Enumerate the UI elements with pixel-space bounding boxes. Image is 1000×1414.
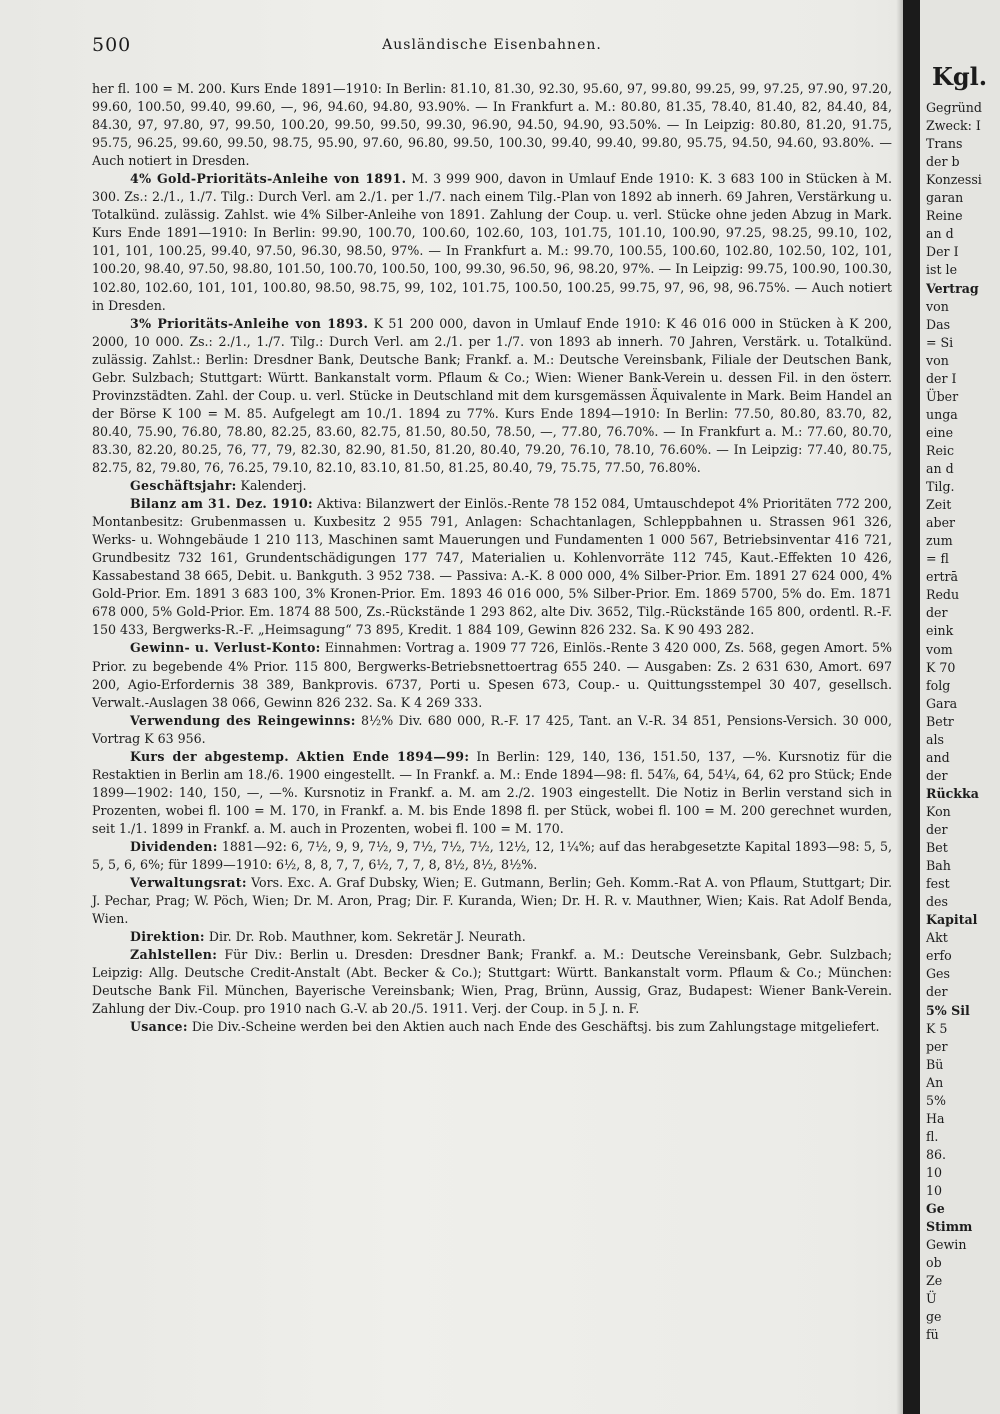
adjacent-page-fragment: ge bbox=[926, 1309, 942, 1325]
adjacent-page-fragment: K 5 bbox=[926, 1020, 948, 1036]
paragraph-heading: Dividenden: bbox=[130, 838, 218, 854]
adjacent-page-fragment: Ü bbox=[926, 1291, 937, 1307]
paragraph-heading: Zahlstellen: bbox=[130, 947, 218, 963]
paragraph-heading: Direktion: bbox=[130, 929, 205, 945]
adjacent-page-fragment: der bbox=[926, 605, 948, 621]
adjacent-page-fragment: vom bbox=[926, 641, 953, 657]
adjacent-page-fragment: Gara bbox=[926, 695, 958, 711]
page-header bbox=[92, 34, 892, 64]
adjacent-page-fragment: Akt bbox=[926, 930, 948, 946]
paragraph-text: Aktiva: Bilanzwert der Einlös.-Rente 78 152 084, Umtauschdepot 4% Prioritäten 772 200, Montanbesitz: Grubenmassen u. Kuxbesitz 2 955 791, Anlagen: Schachtanlagen, Schleppbahnen u. Strassen 961 326, Werks- u. Wohngebäude 1 210 113, Maschinen samt Mauerungen und Fundamenten 1 000 567, Betriebsinventar 416 721, Grundbesitz 732 161, Grundentschädigungen 177 747, Materialien u. Kohlenvorräte 112 745, Kaut.-Effekten 10 426, Kassabestand 38 665, Debit. u. Bankguth. 3 952 738. — Passiva: A.-K. 8 000 000, 4% Silber-Prior. Em. 1891 27 624 000, 4% Gold-Prior. Em. 1891 3 683 100, 3% Kronen-Prior. Em. 1893 46 016 000, 5% Silber-Prior. Em. 1869 5700, 5% do. Em. 1871 678 000, 5% Gold-Prior. Em. 1874 88 500, Zs.-Rückstände 1 293 862, alte Div. 3652, Tilg.-Rückstände 165 800, ordentl. R.-F. 150 433, Bergwerks-R.-F. „Heimsagung“ 73 895, Kredit. 1 884 109, Gewinn 826 232. Sa. K 90 493 282. bbox=[92, 496, 892, 638]
paragraph-text: Einnahmen: Vortrag a. 1909 77 726, Einlös.-Rente 3 420 000, Zs. 568, gegen Amort. 5% Prior. zu begebende 4% Prior. 115 800, Bergwerks-Betriebsnettoertrag 655 240. — Ausgaben: Zs. 2 631 630, Amort. 697 200, Agio-Erfordernis 38 389, Bankprovis. 6737, Porti u. Spesen 673, Coup.- u. Quittungsstempel 30 407, gesellsch. Verwalt.-Auslagen 38 066, Gewinn 826 232. Sa. K 4 269 333. bbox=[92, 640, 893, 710]
paragraph-p11 bbox=[92, 928, 892, 946]
adjacent-page-fragment: der bbox=[926, 984, 948, 1000]
paragraph-text: In Berlin: 129, 140, 136, 151.50, 137, —%. Kursnotiz für die Restaktien in Berlin am 18./6. 1900 eingestellt. — In Frankf. a. M.: Ende 1894—98: fl. 54⅞, 64, 54¼, 64, 62 pro Stück; Ende 1899—1902: 140, 150, —, —%. Kursnotiz in Frankf. a. M. am 2./2. 1903 eingestellt. Die Notiz in Berlin verstand sich in Prozenten, wobei fl. 100 = M. 170, in Frankf. a. M. bis Ende 1898 fl. per Stück, wobei fl. 100 = M. 200 gerechnet wurden, seit 1./1. 1899 in Frankf. a. M. auch in Prozenten, wobei fl. 100 = M. 170. bbox=[92, 748, 892, 836]
body-text bbox=[92, 80, 892, 1036]
paragraph-p5 bbox=[92, 495, 892, 639]
adjacent-page-fragment: An bbox=[926, 1074, 944, 1090]
paragraph-text: 1881—92: 6, 7½, 9, 9, 7½, 9, 7½, 7½, 7½, 12½, 12, 1¼%; auf das herabgesetzte Kapital 1893—98: 5, 5, 5, 5, 6, 6%; für 1899—1910: 6½, 8, 8, 7, 7, 6½, 7, 7, 8, 8½, 8½, 8½%. bbox=[92, 838, 892, 873]
adjacent-page-fragment: ertrā bbox=[926, 569, 959, 585]
adjacent-page-fragment: des bbox=[926, 894, 948, 910]
adjacent-page-fragment: Über bbox=[926, 388, 959, 404]
adjacent-page-fragment: Ges bbox=[926, 966, 950, 982]
adjacent-page-fragment: and bbox=[926, 749, 950, 765]
adjacent-page-fragment: Kapital bbox=[926, 912, 978, 928]
book-gutter bbox=[903, 0, 920, 1414]
paragraph-p10 bbox=[92, 874, 892, 928]
adjacent-page-fragment: Bah bbox=[926, 858, 951, 874]
adjacent-page-fragment: unga bbox=[926, 406, 958, 422]
paragraph-heading: Bilanz am 31. Dez. 1910: bbox=[130, 496, 313, 512]
paragraph-p3 bbox=[92, 315, 892, 477]
adjacent-page-fragment: Ha bbox=[926, 1110, 945, 1126]
adjacent-page-fragment: = Si bbox=[926, 334, 954, 350]
adjacent-page-fragment: erfo bbox=[926, 948, 952, 964]
adjacent-page-fragment: 10 bbox=[926, 1164, 943, 1180]
paragraph-heading: 4% Gold-Prioritäts-Anleihe von 1891. bbox=[130, 171, 407, 187]
adjacent-page-fragment: aber bbox=[926, 515, 956, 531]
paragraph-text: Für Div.: Berlin u. Dresden: Dresdner Bank; Frankf. a. M.: Deutsche Vereinsbank, Gebr. Sulzbach; Leipzig: Allg. Deutsche Credit-Anstalt (Abt. Becker & Co.); Stuttgart: Württ. Bankanstalt vorm. Pflaum & Co.; München: Deutsche Bank Fil. München, Bayerische Vereinsbank; Wien, Prag, Brünn, Aussig, Graz, Budapest: Wiener Bank-Verein. Zahlung der Div.-Coup. pro 1910 nach G.-V. ab 20./5. 1911. Verj. der Coup. in 5 J. n. F. bbox=[92, 947, 892, 1017]
running-title: Ausländische Eisenbahnen. bbox=[382, 37, 602, 53]
adjacent-page-fragment: der I bbox=[926, 370, 957, 386]
gutter-shadow bbox=[896, 0, 903, 1414]
adjacent-page-fragment: eink bbox=[926, 623, 954, 639]
paragraph-text: M. 3 999 900, davon in Umlauf Ende 1910: K. 3 683 100 in Stücken à M. 300. Zs.: 2./1., 1./7. Tilg.: Durch Verl. am 2./1. per 1./7. nach einem Tilg.-Plan von 1892 ab innerh. 69 Jahren, Verstärkung u. Totalkünd. zulässig. Zahlst. wie 4% Silber-Anleihe von 1891. Zahlung der Coup. u. verl. Stücke ohne jeden Abzug in Mark. Kurs Ende 1891—1910: In Berlin: 99.90, 100.70, 100.60, 102.60, 103, 101.75, 101.10, 100.90, 97.25, 98.25, 99.10, 102, 101, 101, 100.25, 99.40, 97.50, 96.30, 98.50, 97%. — In Frankfurt a. M.: 99.70, 100.55, 100.60, 102.80, 102.50, 102, 101, 100.20, 98.40, 97.50, 98.80, 101.50, 100.70, 100.50, 100, 99.30, 96.50, 96, 98.20, 97%. — In Leipzig: 99.75, 100.90, 100.30, 102.80, 102.60, 101, 101, 100.80, 98.50, 98.75, 99, 102, 101.75, 100.50, 100.25, 99.75, 97, 96, 98, 96.75%. — Auch notiert in Dresden. bbox=[92, 171, 892, 313]
adjacent-page-fragment: Das bbox=[926, 316, 951, 332]
paragraph-p6 bbox=[92, 639, 892, 711]
paragraph-text: Kalenderj. bbox=[236, 478, 307, 494]
adjacent-page-fragment: Vertrag bbox=[926, 280, 979, 296]
adjacent-page-fragment: = fl bbox=[926, 551, 949, 567]
adjacent-page-fragment: Gegründ bbox=[926, 100, 982, 115]
paragraph-p12 bbox=[92, 946, 892, 1018]
adjacent-page-fragment: von bbox=[926, 298, 949, 314]
adjacent-page-fragment: an d bbox=[926, 226, 954, 242]
adjacent-page-fragment: Zeit bbox=[926, 497, 952, 513]
paragraph-text: her fl. 100 = M. 200. Kurs Ende 1891—1910: In Berlin: 81.10, 81.30, 92.30, 95.60, 97, 99.80, 99.25, 99, 97.25, 97.90, 97.20, 99.60, 100.50, 99.40, 99.60, —, 96, 94.60, 94.80, 93.90%. — In Frankfurt a. M.: 80.80, 81.35, 78.40, 81.40, 82, 84.40, 84, 84.30, 97, 97.80, 97, 99.50, 100.20, 99.50, 99.50, 99.30, 96.90, 94.50, 94.90, 93.50%. — In Leipzig: 80.80, 81.20, 91.75, 95.75, 96.25, 99.60, 99.50, 98.75, 95.90, 97.60, 96.80, 99.50, 100.30, 99.40, 99.40, 99.80, 95.75, 94.50, 94.60, 93.80%. — Auch notiert in Dresden. bbox=[92, 81, 892, 169]
paragraph-heading: Verwendung des Reingewinns: bbox=[130, 712, 356, 728]
paragraph-p9 bbox=[92, 838, 892, 874]
paragraph-p1 bbox=[92, 80, 892, 170]
paragraph-p4 bbox=[92, 477, 892, 495]
adjacent-page-fragment: der b bbox=[926, 154, 960, 170]
paragraph-heading: Geschäftsjahr: bbox=[130, 478, 237, 494]
adjacent-page-fragment: Kgl. bbox=[932, 62, 988, 91]
adjacent-page-fragment: 5% Sil bbox=[926, 1002, 970, 1018]
paragraph-p2 bbox=[92, 170, 892, 314]
adjacent-page-fragment: Bet bbox=[926, 840, 948, 856]
adjacent-page-fragment: eine bbox=[926, 424, 954, 440]
adjacent-page-fragment: an d bbox=[926, 461, 954, 476]
paragraph-p8 bbox=[92, 748, 892, 838]
adjacent-page-fragment: Konzessi bbox=[926, 172, 982, 188]
adjacent-page-fragment: Tilg. bbox=[926, 479, 955, 495]
adjacent-page-fragment: 10 bbox=[926, 1183, 943, 1198]
adjacent-page-fragment: K 70 bbox=[926, 659, 956, 675]
adjacent-page-fragment: Rückka bbox=[926, 785, 979, 801]
adjacent-page-fragment: Reine bbox=[926, 208, 963, 224]
adjacent-page-fragment: der bbox=[926, 767, 948, 783]
adjacent-page-fragment: 5% bbox=[926, 1092, 946, 1108]
adjacent-page-fragment: ob bbox=[926, 1255, 942, 1271]
adjacent-page-fragment: Trans bbox=[926, 136, 963, 152]
paragraph-heading: Gewinn- u. Verlust-Konto: bbox=[130, 640, 321, 656]
adjacent-page-fragment: fest bbox=[926, 876, 950, 892]
paragraph-text: Die Div.-Scheine werden bei den Aktien auch nach Ende des Geschäftsj. bis zum Zahlungstage mitgeliefert. bbox=[187, 1019, 880, 1035]
paragraph-p13 bbox=[92, 1018, 892, 1036]
adjacent-page-fragment: ist le bbox=[926, 262, 958, 278]
adjacent-page-fragment: von bbox=[926, 352, 949, 368]
adjacent-page-fragment: 86. bbox=[926, 1146, 947, 1162]
paragraph-text: 8½% Div. 680 000, R.-F. 17 425, Tant. an V.-R. 34 851, Pensions-Versich. 30 000, Vortrag K 63 956. bbox=[92, 712, 892, 746]
adjacent-page-fragment: garan bbox=[926, 190, 964, 206]
paragraph-text: Dir. Dr. Rob. Mauthner, kom. Sekretär J. Neurath. bbox=[204, 929, 526, 945]
paragraph-heading: Usance: bbox=[130, 1019, 188, 1035]
paragraph-text: Vors. Exc. A. Graf Dubsky, Wien; E. Gutmann, Berlin; Geh. Komm.-Rat A. von Pflaum, Stuttgart; Dir. J. Pechar, Prag; W. Pöch, Wien; Dr. M. Aron, Prag; Dir. F. Kuranda, Wien; Dr. H. R. v. Mauthner, Wien; Kais. Rat Adolf Benda, Wien. bbox=[92, 875, 892, 927]
adjacent-page-fragment: Redu bbox=[926, 587, 960, 603]
adjacent-page-fragment: Kon bbox=[926, 803, 951, 819]
paragraph-heading: Verwaltungsrat: bbox=[130, 875, 247, 891]
adjacent-page-fragment: zum bbox=[926, 533, 953, 549]
adjacent-page-strip bbox=[920, 0, 1000, 1414]
adjacent-page-fragment: per bbox=[926, 1038, 948, 1054]
adjacent-page-fragment: Zweck: I bbox=[926, 118, 981, 134]
page-number: 500 bbox=[92, 34, 132, 56]
adjacent-page-fragment: fl. bbox=[926, 1128, 939, 1144]
adjacent-page-fragment: Bü bbox=[926, 1056, 944, 1072]
adjacent-page-fragment: Gewin bbox=[926, 1237, 967, 1253]
adjacent-page-fragment: Ze bbox=[926, 1273, 943, 1289]
paragraph-p7 bbox=[92, 712, 892, 748]
paragraph-heading: 3% Prioritäts-Anleihe von 1893. bbox=[130, 315, 369, 331]
paragraph-heading: Kurs der abgestemp. Aktien Ende 1894—99: bbox=[130, 748, 470, 764]
adjacent-page-fragment: Reic bbox=[926, 442, 955, 458]
paragraph-text: K 51 200 000, davon in Umlauf Ende 1910: K 46 016 000 in Stücken à K 200, 2000, 10 000. Zs.: 2./1., 1./7. Tilg.: Durch Verl. am 2./1. per 1./7. von 1893 ab innerh. 70 Jahren, Verstärk. u. Totalkünd. zulässig. Zahlst.: Berlin: Dresdner Bank, Deutsche Bank; Frankf. a. M.: Deutsche Vereinsbank, Filiale der Deutschen Bank, Gebr. Sulzbach; Stuttgart: Württ. Bankanstalt vorm. Pflaum & Co.; Wien: Wiener Bank-Verein u. dessen Fil. in den österr. Provinzstädten. Zahl. der Coup. u. verl. Stücke in Deutschland mit dem kursgemässen Äquivalente in Mark. Beim Handel an der Börse K 100 = M. 85. Aufgelegt am 10./1. 1894 zu 77%. Kurs Ende 1894—1910: In Berlin: 77.50, 80.80, 83.70, 82, 80.40, 75.90, 76.80, 78.80, 82.25, 83.60, 82.75, 81.50, 80.50, 78.50, —, 77.80, 76.70%. — In Frankfurt a. M.: 77.60, 80.70, 83.30, 82.20, 80.25, 76, 77, 79, 82.30, 82.90, 81.50, 81.20, 80.40, 79.20, 76.10, 78.10, 76.60%. — In Leipzig: 77.40, 80.75, 82.75, 82, 79.80, 76, 76.25, 79.10, 82.10, 83.10, 81.50, 81.25, 80.40, 79, 75.75, 77.50, 76.80%. bbox=[92, 315, 892, 475]
adjacent-page-fragment: Betr bbox=[926, 713, 954, 729]
adjacent-page-fragment: Der I bbox=[926, 244, 959, 260]
adjacent-page-fragment: fü bbox=[926, 1327, 939, 1343]
adjacent-page-fragment: der bbox=[926, 822, 948, 837]
adjacent-page-fragment: als bbox=[926, 731, 944, 747]
adjacent-page-fragment: Ge bbox=[926, 1201, 945, 1217]
adjacent-page-fragment: folg bbox=[926, 677, 951, 693]
adjacent-page-fragment: Stimm bbox=[926, 1219, 973, 1235]
